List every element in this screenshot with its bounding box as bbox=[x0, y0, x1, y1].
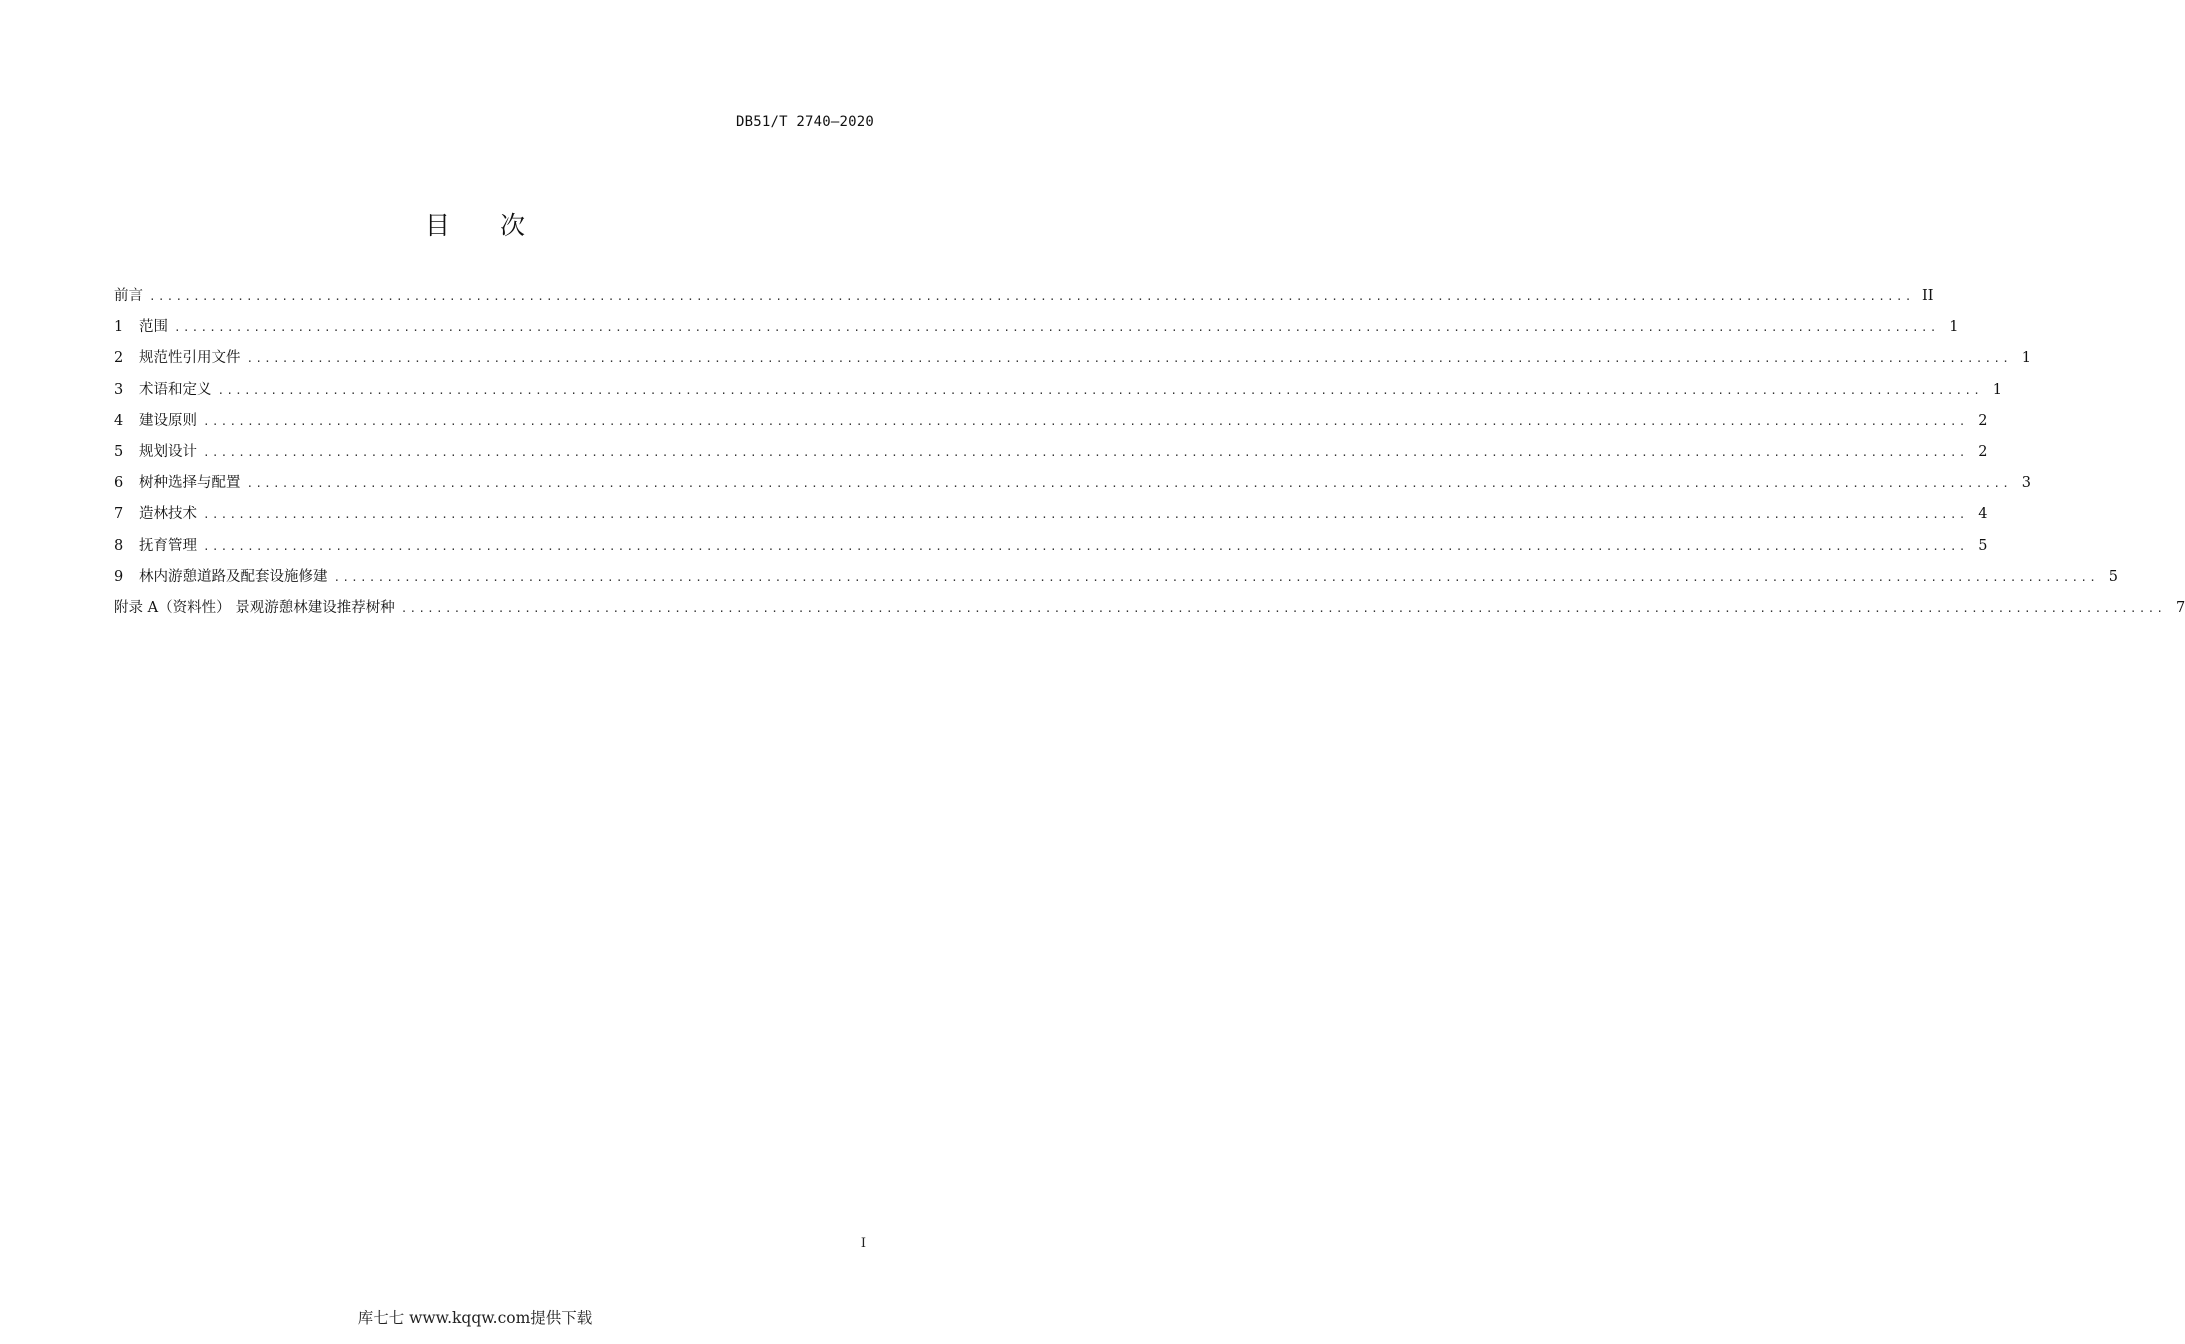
toc-entry-page: II bbox=[1922, 288, 1934, 304]
toc-leader-dots: ........................................................................................................................................................................................................ bbox=[203, 445, 1968, 459]
toc-entry-number: 9 bbox=[114, 568, 124, 585]
table-of-contents bbox=[114, 284, 2185, 627]
toc-entry-page: 7 bbox=[2175, 599, 2185, 616]
toc-entry-page: 2 bbox=[1978, 412, 1988, 429]
toc-entry-page: 1 bbox=[2021, 350, 2032, 367]
toc-entry-page: 5 bbox=[1978, 537, 1988, 554]
toc-entry-page: 1 bbox=[1992, 381, 2003, 398]
toc-entry-3[interactable] bbox=[114, 378, 2003, 409]
toc-entry-label: 范围 bbox=[139, 319, 168, 336]
toc-entry-page: 3 bbox=[2021, 475, 2032, 492]
toc-entry-8[interactable] bbox=[114, 534, 1988, 565]
toc-entry-label: 前言 bbox=[114, 288, 143, 304]
toc-entry-1[interactable] bbox=[114, 315, 1959, 346]
page-number: I bbox=[860, 1236, 866, 1251]
toc-leader-dots: ........................................................................................................................................................................................................ bbox=[246, 352, 2012, 366]
toc-leader-dots: ........................................................................................................................................................................................................ bbox=[203, 414, 1968, 428]
toc-leader-dots: ........................................................................................................................................................................................................ bbox=[203, 508, 1968, 522]
toc-leader-dots: ........................................................................................................................................................................................................ bbox=[174, 321, 1939, 335]
toc-leader-dots: ........................................................................................................................................................................................................ bbox=[203, 539, 1968, 553]
toc-entry-label: 造林技术 bbox=[139, 506, 197, 523]
toc-entry-number: 1 bbox=[114, 319, 124, 336]
toc-entry-9[interactable] bbox=[114, 565, 2119, 596]
toc-entry-label: 附录 A（资料性） 景观游憩林建设推荐树种 bbox=[114, 599, 395, 616]
toc-title-char-2: 次 bbox=[500, 211, 526, 240]
toc-entry-appendix-a[interactable] bbox=[114, 596, 2185, 627]
toc-leader-dots: ........................................................................................................................................................................................................ bbox=[400, 601, 2166, 615]
toc-title-char-1: 目 bbox=[424, 211, 450, 240]
toc-entry-4[interactable] bbox=[114, 409, 1988, 440]
toc-title bbox=[0, 206, 950, 242]
toc-entry-label: 抚育管理 bbox=[139, 537, 197, 554]
toc-entry-number: 3 bbox=[114, 381, 124, 398]
toc-entry-number: 7 bbox=[114, 506, 124, 523]
document-code: DB51/T 2740—2020 bbox=[735, 114, 874, 130]
toc-entry-label: 建设原则 bbox=[139, 412, 197, 429]
toc-entry-page: 5 bbox=[2108, 568, 2119, 585]
toc-entry-label: 规划设计 bbox=[139, 443, 197, 460]
toc-leader-dots: ........................................................................................................................................................................................................ bbox=[217, 383, 1983, 397]
toc-entry-label: 林内游憩道路及配套设施修建 bbox=[139, 568, 328, 585]
toc-entry-6[interactable] bbox=[114, 471, 2032, 502]
toc-leader-dots: ........................................................................................................................................................................................................ bbox=[246, 477, 2012, 491]
toc-entry-number: 6 bbox=[114, 475, 124, 492]
toc-entry-label: 术语和定义 bbox=[139, 381, 212, 398]
toc-entry-2[interactable] bbox=[114, 346, 2032, 377]
toc-leader-dots: ........................................................................................................................................................................................................ bbox=[333, 570, 2099, 584]
toc-entry-7[interactable] bbox=[114, 502, 1988, 533]
toc-entry-foreword[interactable] bbox=[114, 284, 1934, 315]
toc-entry-page: 1 bbox=[1949, 319, 1959, 336]
toc-entry-page: 2 bbox=[1978, 443, 1988, 460]
toc-entry-label: 树种选择与配置 bbox=[139, 475, 241, 492]
download-watermark: 库七七 www.kqqw.com提供下载 bbox=[357, 1309, 593, 1327]
toc-entry-number: 2 bbox=[114, 350, 124, 367]
toc-entry-number: 4 bbox=[114, 412, 124, 429]
toc-entry-label: 规范性引用文件 bbox=[139, 350, 241, 367]
toc-entry-number: 5 bbox=[114, 443, 124, 460]
toc-entry-page: 4 bbox=[1978, 506, 1988, 523]
toc-leader-dots: ........................................................................................................................................................................................................ bbox=[149, 290, 1914, 303]
toc-entry-number: 8 bbox=[114, 537, 124, 554]
toc-entry-5[interactable] bbox=[114, 440, 1988, 471]
